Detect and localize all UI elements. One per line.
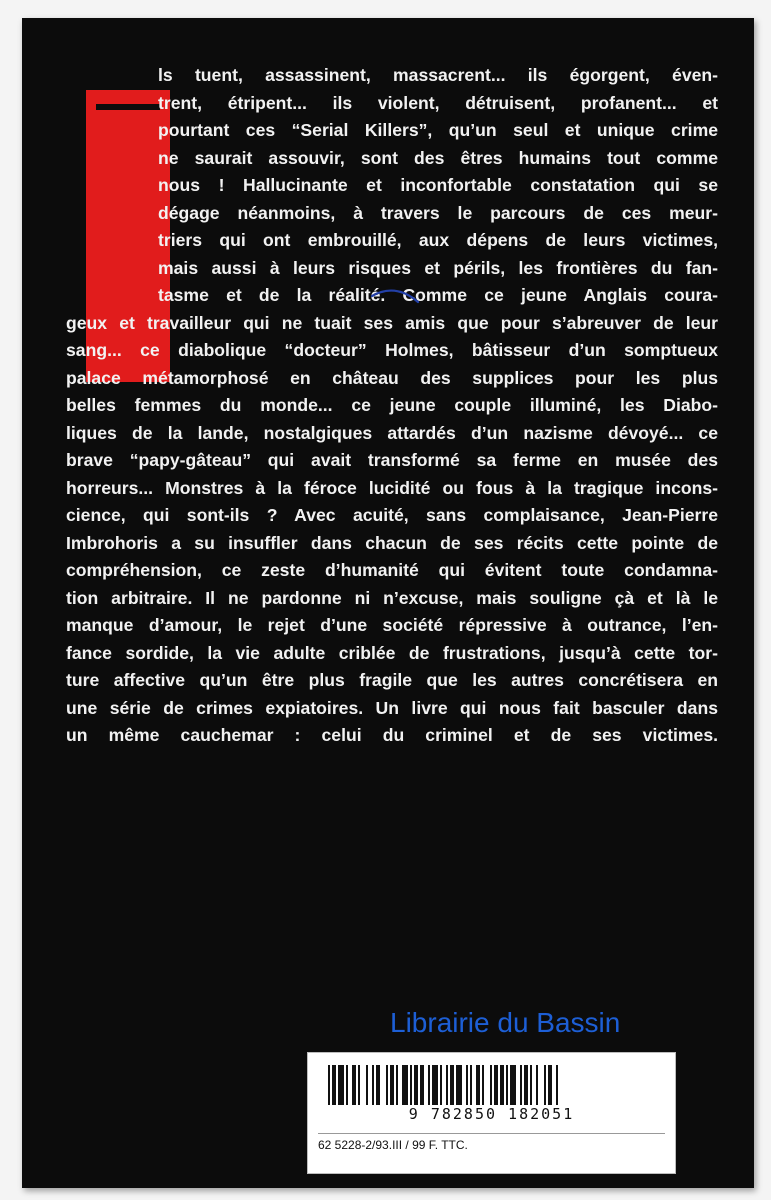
blurb-line: trent, étripent... ils violent, détruisent, profanent... et xyxy=(158,92,718,113)
blurb-line: palace métamorphosé en château des supplices pour les plus xyxy=(66,367,718,388)
price-line: 62 5228-2/93.III / 99 F. TTC. xyxy=(318,1133,665,1152)
blurb-line: ture affective qu’un être plus fragile que les autres concrétisera en xyxy=(66,670,718,690)
pen-scribble xyxy=(368,282,428,312)
blurb-line: dégage néanmoins, à travers le parcours de ces meur- xyxy=(158,202,718,223)
blurb-line: triers qui ont embrouillé, aux dépens de leurs victimes, xyxy=(158,230,718,250)
blurb-line: fance sordide, la vie adulte criblée de frustrations, jusqu’à cette tor- xyxy=(66,642,718,663)
barcode-icon xyxy=(328,1065,655,1105)
blurb-line: cience, qui sont-ils ? Avec acuité, sans complaisance, Jean-Pierre xyxy=(66,505,718,525)
blurb-line: pourtant ces “Serial Killers”, qu’un seul et unique crime xyxy=(158,120,718,140)
blurb-line: sang... ce diabolique “docteur” Holmes, bâtisseur d’un somptueux xyxy=(66,340,718,360)
blurb-line: une série de crimes expiatoires. Un livre qui nous fait basculer dans xyxy=(66,697,718,718)
blurb-line: nous ! Hallucinante et inconfortable constatation qui se xyxy=(158,175,718,195)
blurb-line: tion arbitraire. Il ne pardonne ni n’excuse, mais souligne çà et là le xyxy=(66,587,718,608)
blurb-line: geux et travailleur qui ne tuait ses amis que pour s’abreuver de leur xyxy=(66,312,718,333)
blurb-line: manque d’amour, le rejet d’une société répressive à outrance, l’en- xyxy=(66,615,718,635)
barcode-label xyxy=(307,1052,676,1174)
blurb-line: ne saurait assouvir, sont des êtres humains tout comme xyxy=(158,147,718,168)
isbn-number: 9 782850 182051 xyxy=(408,1105,575,1123)
back-cover-blurb xyxy=(66,62,718,750)
blurb-line: liques de la lande, nostalgiques attardés d’un nazisme dévoyé... ce xyxy=(66,422,718,443)
blurb-line: compréhension, ce zeste d’humanité qui évitent toute condamna- xyxy=(66,560,718,580)
blurb-line: horreurs... Monstres à la féroce lucidité ou fous à la tragique incons- xyxy=(66,477,718,498)
blurb-line: tasme et de la réalité. Comme ce jeune Anglais coura- xyxy=(158,285,718,305)
blurb-line: belles femmes du monde... ce jeune couple illuminé, les Diabo- xyxy=(66,395,718,415)
bookseller-watermark: Librairie du Bassin xyxy=(390,1007,621,1038)
blurb-line: brave “papy-gâteau” qui avait transformé sa ferme en musée des xyxy=(66,450,718,470)
blurb-line: Imbrohoris a su insuffler dans chacun de ses récits cette pointe de xyxy=(66,532,718,553)
blurb-line: mais aussi à leurs risques et périls, les frontières du fan- xyxy=(158,257,718,278)
blurb-line: un même cauchemar : celui du criminel et de ses victimes. xyxy=(66,725,718,745)
blurb-line: ls tuent, assassinent, massacrent... ils égorgent, éven- xyxy=(158,65,718,85)
